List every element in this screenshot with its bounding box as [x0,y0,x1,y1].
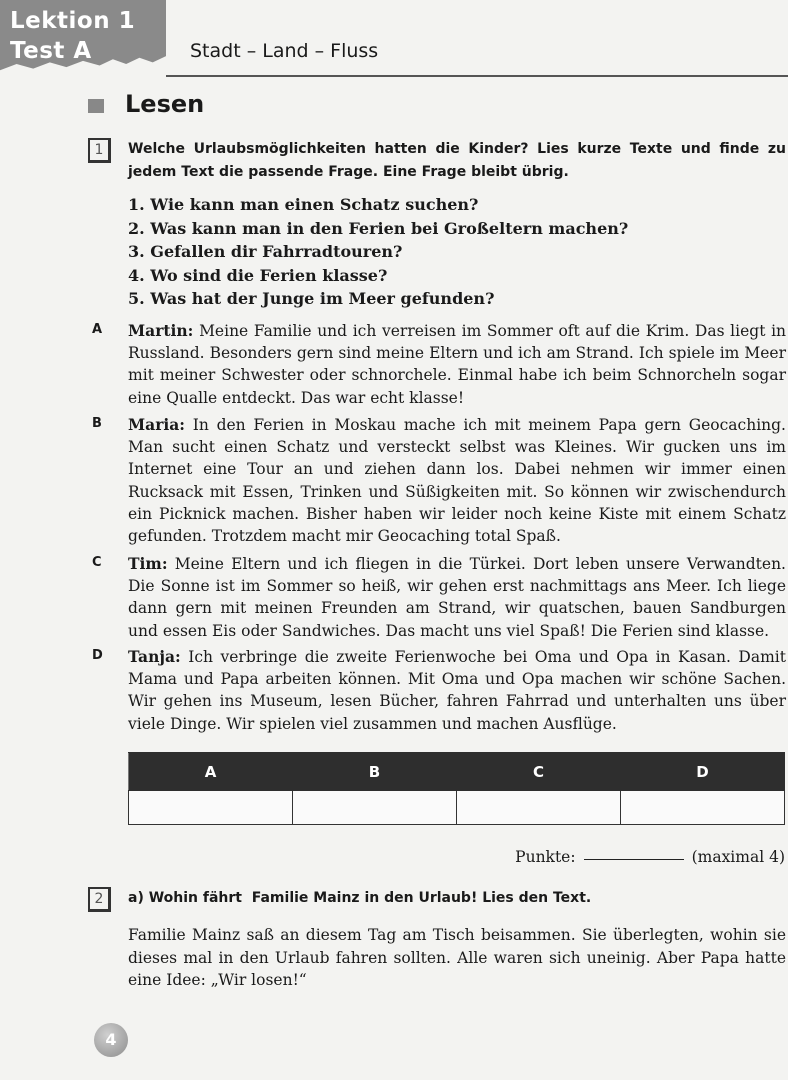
text-content: Ich verbringe die zweite Ferienwoche bei Oma und Opa in Kasan. Damit Mama und Papa arbeiten können. Mit Oma und Opa machen wir schöne Sachen. Wir gehen ins Museum, lesen Bücher, fahren Fahrrad und unterhalten uns über viele Dinge. Wir spielen viel zusammen und machen Ausflüge. [128,648,786,733]
text-a [92,320,786,409]
speaker-name: Tim: [128,554,168,573]
task-number-2: 2 [88,887,111,912]
question-item: 3. Gefallen dir Fahrradtouren? [128,242,403,261]
answer-column-header: C [457,753,621,791]
task-number-1: 1 [88,138,111,163]
answer-column-header: A [129,753,293,791]
answer-cell-c[interactable] [457,791,621,825]
text-letter: D [92,648,103,663]
answer-table-header-row [129,753,785,791]
question-item: 1. Wie kann man einen Schatz suchen? [128,195,479,214]
text-body [128,553,786,642]
answer-column-header: B [293,753,457,791]
test-label: Test A [10,38,92,64]
question-list [128,193,748,311]
points-label: Punkte: [515,848,576,866]
section-square-icon [88,99,104,113]
answer-table [128,752,785,825]
points-line [515,848,785,866]
answer-table-row [129,791,785,825]
task-2-instruction: a) Wohin fährt Familie Mainz in den Urlaub! Lies den Text. [128,890,592,906]
header-rule [166,75,788,77]
answer-cell-d[interactable] [621,791,785,825]
question-item: 5. Was hat der Junge im Meer gefunden? [128,289,495,308]
text-body [128,320,786,409]
text-d [92,646,786,735]
section-title: Lesen [125,90,205,118]
text-letter: A [92,322,103,337]
answer-cell-b[interactable] [293,791,457,825]
page-number: 4 [94,1023,128,1057]
question-item: 4. Wo sind die Ferien klasse? [128,265,388,285]
text-content: In den Ferien in Moskau mache ich mit meinem Papa gern Geocaching. Man sucht einen Schatz und versteckt selbst was Kleines. Wir gucken uns im Internet eine Tour an und ziehen dann los. Dabei nehmen wir immer einen Rucksack mit Essen, Trinken und Süßigkeiten mit. So können wir zwischendurch ein Picknick machen. Bisher haben wir leider noch keine Kiste mit einem Schatz gefunden. Trotzdem macht mir Geocaching total Spaß. [128,416,786,546]
lesson-label: Lektion 1 [10,8,136,34]
points-max: (maximal 4) [691,848,785,866]
speaker-name: Maria: [128,415,186,434]
question-item: 2. Was kann man in den Ferien bei Großeltern machen? [128,218,629,238]
text-letter: B [92,416,102,431]
answer-cell-a[interactable] [129,791,293,825]
speaker-name: Martin: [128,321,194,340]
text-content: Meine Familie und ich verreisen im Sommer oft auf die Krim. Das liegt in Russland. Besonders gern sind meine Eltern und ich am Strand. Ich spiele im Meer mit meiner Schwester oder schnorchele. Einmal habe ich beim Schnorcheln sogar eine Qualle entdeckt. Das war echt klasse! [128,322,787,407]
text-body [128,414,786,547]
text-c [92,553,786,642]
task-1-instruction: Welche Urlaubsmöglichkeiten hatten die Kinder? Lies kurze Texte und finde zu jedem Text die passende Frage. Eine Frage bleibt übrig. [128,141,786,180]
text-b [92,414,786,547]
text-body [128,646,786,735]
points-blank[interactable] [584,859,684,860]
answer-column-header: D [621,753,785,791]
speaker-name: Tanja: [128,647,181,666]
text-content: Meine Eltern und ich fliegen in die Türkei. Dort leben unsere Verwandten. Die Sonne ist im Sommer so heiß, wir gehen erst nachmittags ans Meer. Ich liege dann gern mit meinen Freunden am Strand, wir quatschen, bauen Sandburgen und essen Eis oder Sandwiches. Das macht uns viel Spaß! Die Ferien sind klasse. [128,555,786,640]
chapter-title: Stadt – Land – Fluss [190,40,379,62]
text-letter: C [92,555,102,570]
task-2-text: Familie Mainz saß an diesem Tag am Tisch beisammen. Sie überlegten, wohin sie dieses mal in den Urlaub fahren sollten. Alle waren sich uneinig. Aber Papa hatte eine Idee: „Wir losen!“ [128,926,786,989]
